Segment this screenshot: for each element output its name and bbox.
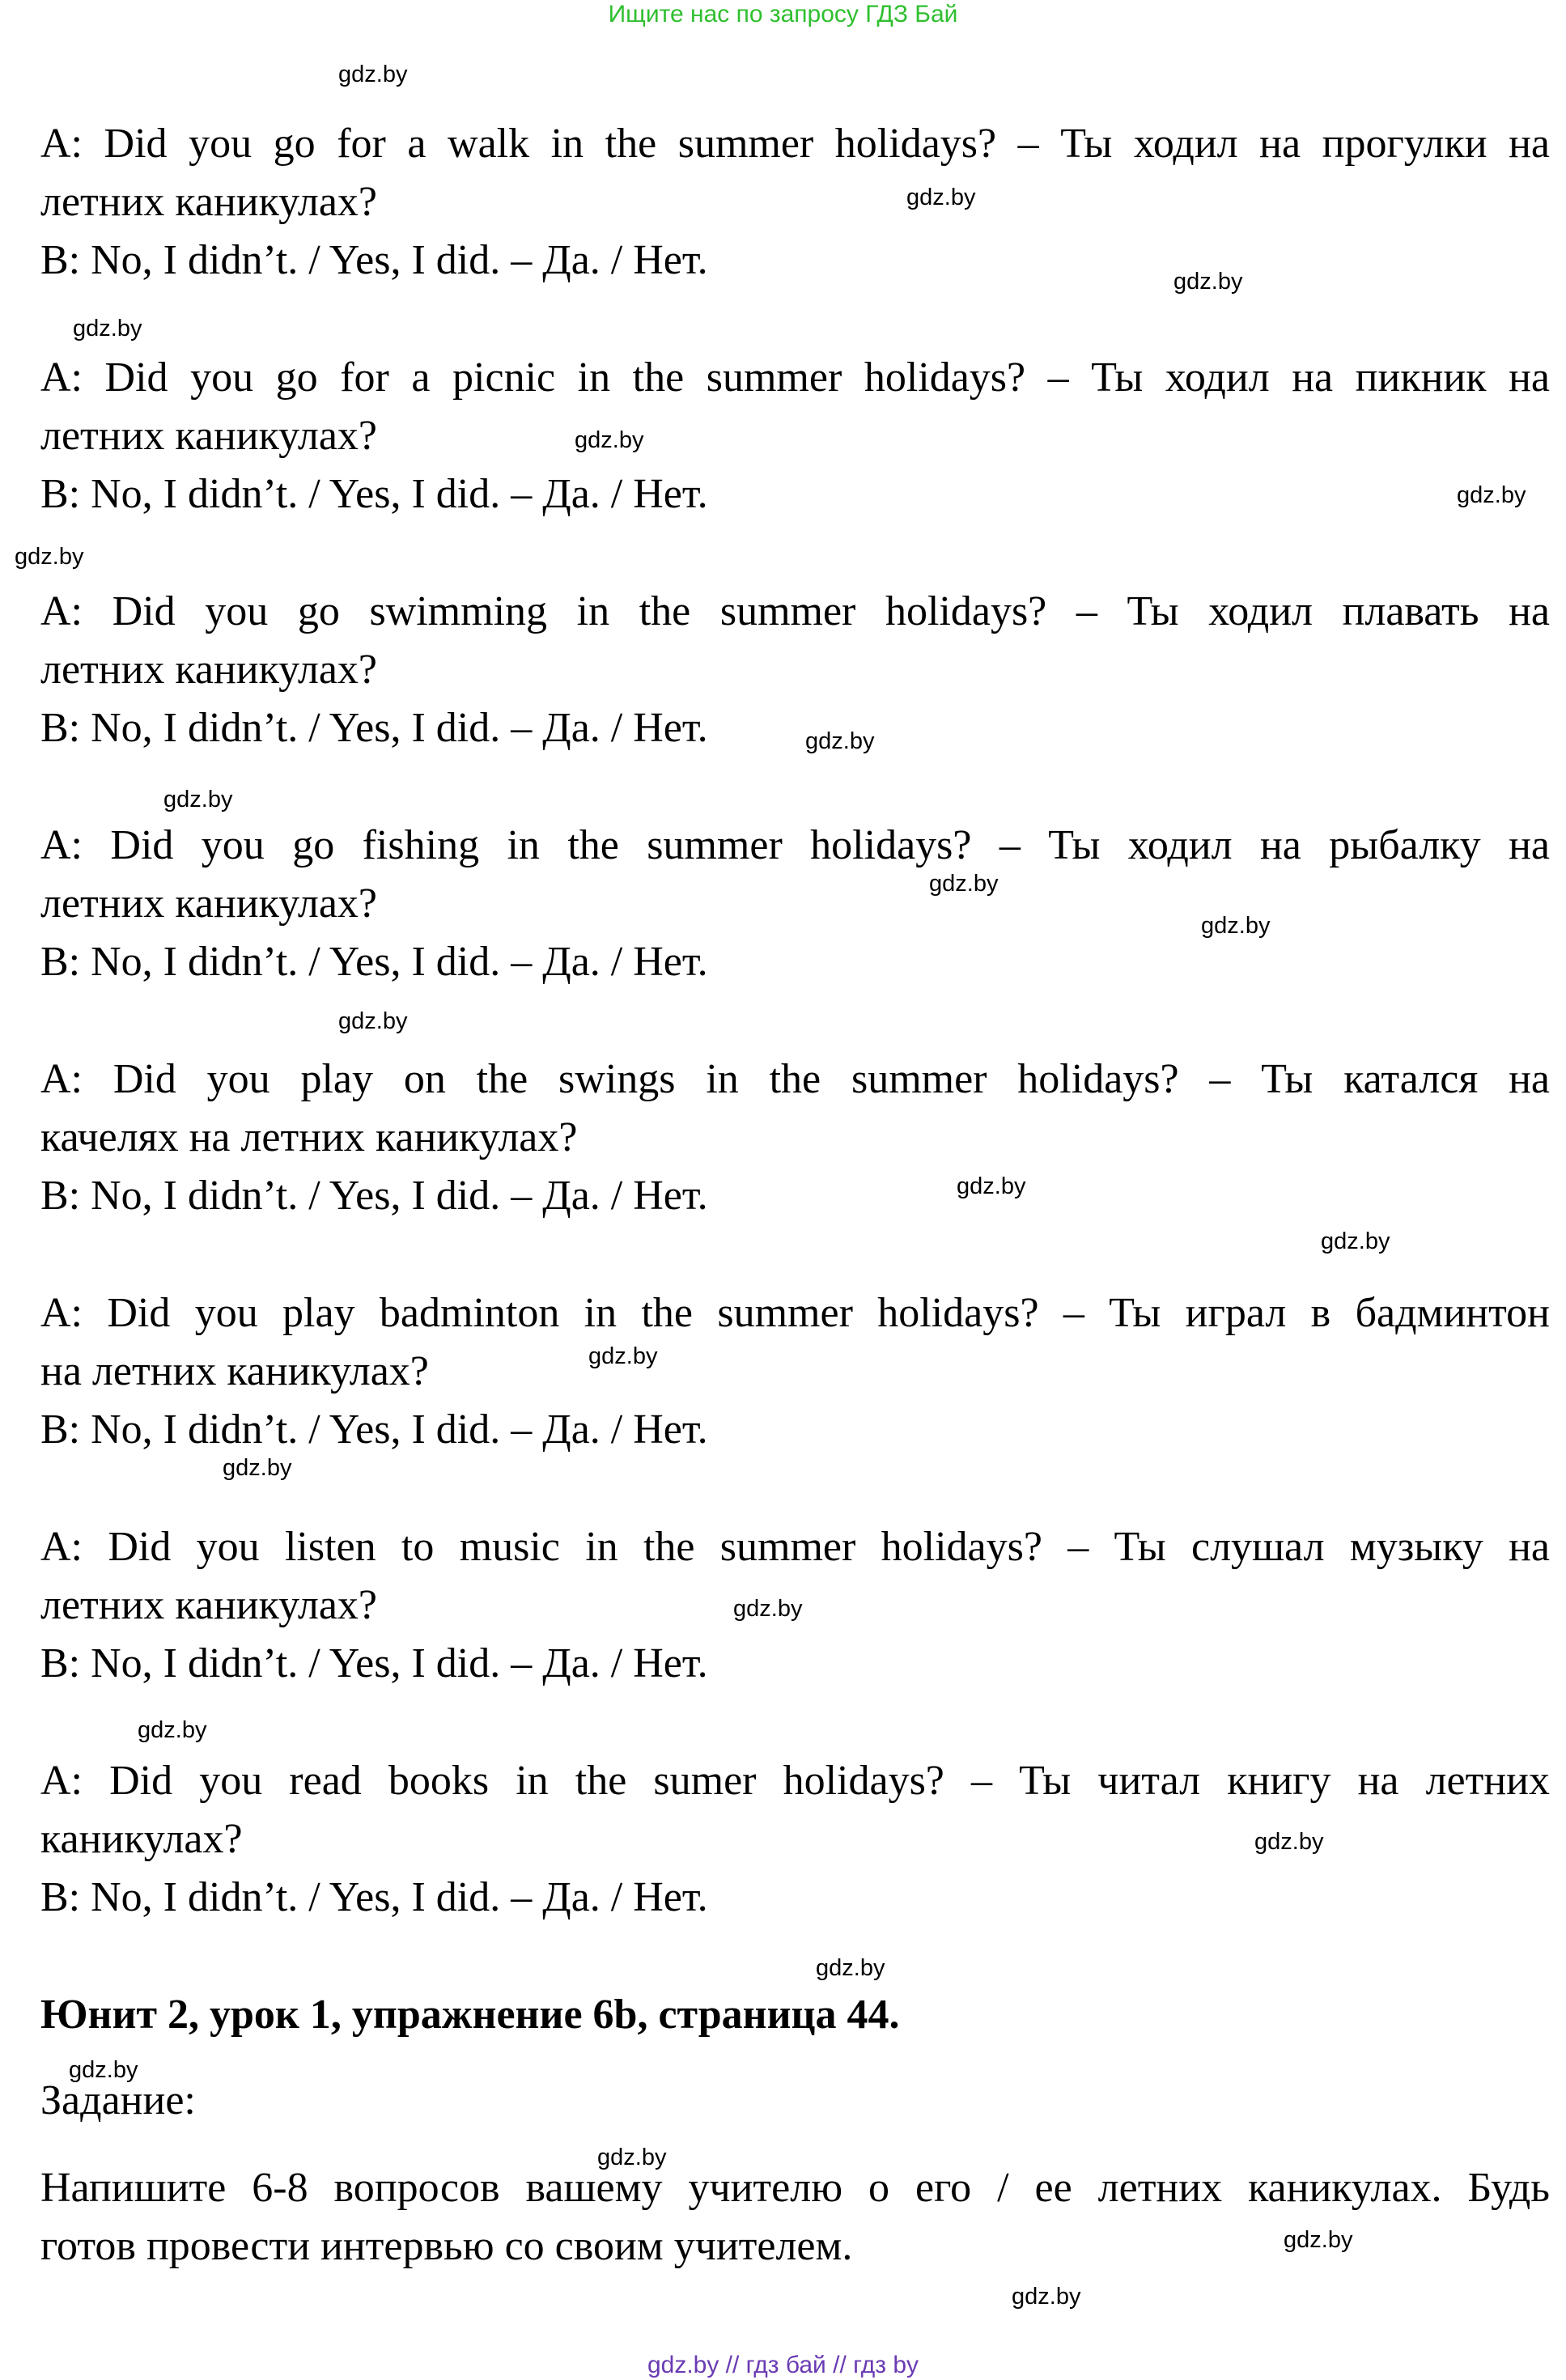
watermark: gdz.by [597,2145,667,2170]
dialog-1-question-cont: летних каникулах? [40,179,377,225]
watermark: gdz.by [575,427,644,453]
dialog-7-answer: B: No, I didn’t. / Yes, I did. – Да. / Нет. [40,1640,708,1686]
dialog-7-question-cont: летних каникулах? [40,1582,377,1628]
watermark: gdz.by [73,316,142,342]
dialog-1-question: A: Did you go for a walk in the summer holidays? – Ты ходил на прогулки на [40,121,1550,167]
dialog-8-question-cont: каникулах? [40,1816,243,1862]
watermark: gdz.by [1012,2284,1081,2310]
watermark: gdz.by [1284,2227,1353,2253]
dialog-2-question-cont: летних каникулах? [40,413,377,459]
dialog-3-answer: B: No, I didn’t. / Yes, I did. – Да. / Нет. [40,705,708,751]
watermark: gdz.by [338,62,408,87]
watermark: gdz.by [163,787,233,812]
dialog-4-question: A: Did you go fishing in the summer holidays? – Ты ходил на рыбалку на [40,822,1550,868]
watermark: gdz.by [69,2057,138,2083]
dialog-6-question-cont: на летних каникулах? [40,1348,429,1394]
dialog-2-answer: B: No, I didn’t. / Yes, I did. – Да. / Нет. [40,471,708,517]
dialog-4-question-cont: летних каникулах? [40,880,377,927]
watermark: gdz.by [816,1955,885,1981]
dialog-2-question: A: Did you go for a picnic in the summer holidays? – Ты ходил на пикник на [40,354,1550,401]
dialog-5-answer: B: No, I didn’t. / Yes, I did. – Да. / Нет. [40,1173,708,1219]
watermark: gdz.by [1254,1829,1324,1855]
dialog-6-answer: B: No, I didn’t. / Yes, I did. – Да. / Нет. [40,1406,708,1453]
dialog-3-question-cont: летних каникулах? [40,647,377,693]
task-label: Задание: [40,2077,196,2123]
watermark: gdz.by [733,1596,803,1622]
watermark: gdz.by [1321,1228,1390,1254]
task-text-line-1: Напишите 6-8 вопросов вашему учителю о его / ее летних каникулах. Будь [40,2165,1550,2211]
watermark: gdz.by [223,1455,292,1481]
dialog-3-question: A: Did you go swimming in the summer holidays? – Ты ходил плавать на [40,588,1550,634]
header-search-link[interactable]: Ищите нас по запросу ГДЗ Бай [608,1,958,28]
watermark: gdz.by [906,185,976,210]
watermark: gdz.by [15,544,84,570]
dialog-5-question-cont: качелях на летних каникулах? [40,1114,578,1160]
watermark: gdz.by [338,1008,408,1034]
dialog-8-question: A: Did you read books in the sumer holidays? – Ты читал книгу на летних [40,1758,1550,1804]
watermark: gdz.by [1201,913,1271,939]
watermark: gdz.by [588,1343,658,1369]
task-text-line-2: готов провести интервью со своим учителем. [40,2223,853,2269]
watermark: gdz.by [805,728,875,754]
watermark: gdz.by [929,871,999,897]
dialog-4-answer: B: No, I didn’t. / Yes, I did. – Да. / Нет. [40,939,708,985]
watermark: gdz.by [1457,482,1526,508]
dialog-6-question: A: Did you play badminton in the summer holidays? – Ты играл в бадминтон [40,1290,1550,1336]
watermark: gdz.by [1173,269,1243,295]
section-heading: Юнит 2, урок 1, упражнение 6b, страница 44. [40,1992,900,2038]
dialog-1-answer: B: No, I didn’t. / Yes, I did. – Да. / Нет. [40,237,708,283]
dialog-8-answer: B: No, I didn’t. / Yes, I did. – Да. / Нет. [40,1874,708,1920]
dialog-5-question: A: Did you play on the swings in the summer holidays? – Ты катался на [40,1056,1550,1102]
watermark: gdz.by [138,1717,207,1743]
dialog-7-question: A: Did you listen to music in the summer holidays? – Ты слушал музыку на [40,1524,1550,1570]
footer-links[interactable]: gdz.by // гдз бай // гдз by [647,2352,919,2378]
watermark: gdz.by [957,1173,1026,1199]
